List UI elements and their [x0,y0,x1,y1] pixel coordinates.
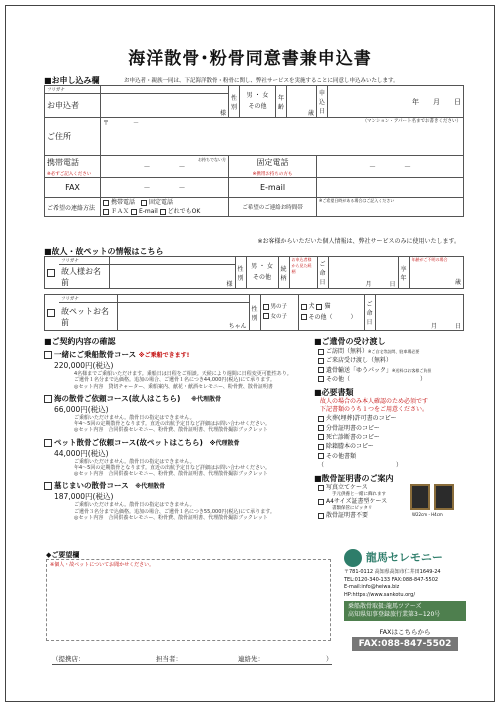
death-date-field[interactable]: 月 日 [328,257,398,289]
document-option[interactable]: 火葬(埋葬)許可書のコピー [318,414,464,423]
no-mobile-note: お持ちでない方 [198,157,226,162]
contact-method-options[interactable]: 携帯電話 固定電話 ＦＡＸ E-mail どれでもOK [101,198,229,217]
checkbox[interactable] [318,367,324,373]
person-gender-field[interactable]: 男 ・ 女 その他 [246,257,278,289]
deceased-person-table [44,256,464,289]
checkbox[interactable] [160,209,166,215]
course-3-detail: 年4〜5回の定期散骨となります。直近の出航予定日など詳細はお問い合わせください。 [74,464,270,471]
checkbox[interactable] [318,485,324,491]
application-form [5,5,495,702]
company-tel: TEL:0120-340-133 FAX:088-847-5502 [344,576,439,583]
course-2-price: 66,000円(税込) [54,404,109,414]
course-3-note: ※代理散骨 [209,439,240,447]
deceased-heading: ■故人・故ペットの情報はこちら [44,247,164,256]
furigana-input[interactable] [101,86,229,94]
relation-label: 続柄 [278,257,289,289]
course-1-note: ※ご乗船できます! [138,352,190,359]
company-name: 龍馬セレモニー [365,551,443,564]
application-table [44,85,464,217]
document-other-bracket: （ ） [318,461,403,469]
checkbox[interactable] [301,304,307,310]
footer-rule [52,664,332,665]
course-4 [44,480,306,521]
company-logo-icon [344,549,362,567]
pet-type-field[interactable]: 犬 猫 その他（ ） [298,295,364,331]
person-name-input[interactable]: 様 [109,265,235,289]
applicant-name-input[interactable]: 様 [101,94,229,118]
course-2-detail: ◎セット内容 合同供養セレモニー、粉骨費、散骨証明書、代理散骨撮影ブックレット [74,427,268,434]
course-2-name: 海の散骨ご依頼コース(故人はこちら) [54,393,181,403]
checkbox[interactable] [318,513,324,519]
photo-frame-image [410,484,430,510]
course-1-detail: ご遺骨１名分まで込価格。追加の場合、ご遺骨１名につき44,000円(税込)にて承ります。 [74,377,275,384]
checkbox[interactable] [141,200,147,206]
checkbox[interactable] [44,482,52,490]
fax-input[interactable]: － － [101,178,229,198]
application-notice: お申込者・親族一同は、下記海洋散骨・粉骨に関し、弊社サービスを実施することに同意し申込みいたします。 [124,78,399,84]
course-1-name: 一緒にご乗船散骨コース [54,350,137,359]
email-label: E-mail [229,178,317,198]
course-2 [44,393,306,434]
age-field[interactable]: 歳 [287,86,317,118]
course-3-price: 44,000円(税込) [54,448,109,458]
course-1 [44,349,306,390]
receipt-option[interactable]: 遺骨輸送「ゆうパック」※送料はお客様ご負担 [318,366,464,375]
checkbox[interactable] [44,351,52,359]
course-4-detail: ◎セット内容 合同供養セレモニー、粉骨費、散骨証明書、代理散骨撮影ブックレット [74,514,268,521]
certificate-option[interactable]: 写真立てケース [318,484,464,492]
checkbox[interactable] [318,358,324,364]
course-3-detail: ご乗船いただけません。散骨日の指定はできません。 [74,458,195,465]
applicant-label: お申込者 [45,94,101,118]
receipt-heading: ■ご遺骨の受け渡し [314,337,386,346]
pet-death-date-field[interactable]: 月 日 [375,295,463,331]
course-3-name: ペット散骨ご依頼コース(故ペットはこちら) [54,437,203,447]
pet-furigana-label: フリガナ [59,295,117,303]
form-title: 海洋散骨･粉骨同意書兼申込書 [128,49,372,69]
checkbox[interactable] [318,434,324,440]
contact-time-label: ご希望のご連絡お時間帯 [229,198,317,217]
person-furigana-input[interactable] [109,257,235,265]
pet-checkbox-cell [45,295,60,331]
person-name-label: 故人様お名前 [59,265,109,289]
relation-field[interactable]: お申込者様から見た続柄 [289,257,317,289]
contract-heading: ■ご契約内容の確認 [44,337,116,346]
contract-section [44,336,306,521]
landline-label: 固定電話 ※携帯お持ちの方も [229,156,317,178]
contact-time-input[interactable]: ※ご希望日時がある場合はご記入ください [317,198,464,217]
contact-method-label: ご希望の連絡方法 [45,198,101,217]
checkbox[interactable] [103,200,109,206]
kyonen-field[interactable]: 年齢がご不明の場合 歳 [409,257,463,289]
course-2-detail: 年4〜5回の定期散骨となります。直近の出航予定日など詳細はお問い合わせください。 [74,421,270,427]
receipt-option[interactable]: ご来店受け渡し（無料） [318,356,464,365]
request-note: ※個人・故ペットについてお聞かせください。 [50,562,155,568]
checkbox[interactable] [301,314,307,320]
checkbox[interactable] [318,453,324,459]
company-email: E-mail:info@heiwa.biz [344,584,400,590]
certificate-option[interactable]: 散骨証明書不要 [318,512,464,520]
person-checkbox-cell [45,257,60,289]
company-license-bar: 乗船散骨取扱:龍馬ツアーズ 高知県知事登録旅行業第3−120号 [344,601,466,621]
date-label: 申込日 [317,86,328,118]
footer-contact-label: 連絡先： [238,655,264,663]
company-address: 〒781-0112 高知県高知市仁井田1649-24 [344,569,441,575]
postal-mark: 〒 － [103,120,140,127]
certificate-option-note: 書類保管にピッタリ [332,506,373,512]
checkbox[interactable] [318,444,324,450]
certificate-option[interactable]: A4サイズ証書型ケース [318,498,464,506]
address-input[interactable] [101,118,464,156]
document-option[interactable]: その他書類 [318,452,464,461]
company-block [344,549,466,651]
kyonen-label: 享年 [398,257,409,289]
checkbox[interactable] [318,376,324,382]
mobile-input[interactable]: － － お持ちでない方 [101,156,229,178]
address-label: ご住所 [45,118,101,156]
checkbox[interactable] [263,304,269,310]
landline-input[interactable]: － － [317,156,464,178]
document-option[interactable]: 分骨証明書のコピー [318,424,464,433]
checkbox[interactable] [103,209,109,215]
documents-options [318,414,464,470]
deceased-pet-table [44,294,464,331]
pet-gender-label: 性別 [249,295,260,331]
course-1-detail: ◎セット内容 貸切チャーター、乗船案内、献花・献酒セレモニー、粉骨費、散骨証明書 [74,383,273,390]
fax-caption: FAXはこちらから [379,627,431,636]
footer-store-label: （提携店： [52,655,85,663]
documents-note: 故人の場合のみ本人確認のため必須です 下記書類のうち１つをご用意ください。 [320,398,429,414]
gender-field[interactable]: 男 ・ 女 その他 [240,86,276,118]
fax-number-badge: FAX:088-847-5502 [352,637,458,651]
person-furigana-label: フリガナ [59,257,109,265]
receipt-options [318,347,464,384]
course-2-detail: ご乗船いただけません。散骨日の指定はできません。 [74,414,195,421]
age-label: 年齢 [276,86,287,118]
checkbox[interactable] [263,313,269,319]
course-4-detail: ご乗船いただけません。散骨日の指定はできません。 [74,502,195,509]
pet-name-input[interactable]: ちゃん [117,303,249,331]
footer-staff-label: 担当者： [156,655,182,663]
checkbox[interactable] [131,209,137,215]
checkbox[interactable] [44,439,52,447]
photo-frame-image [434,484,454,510]
checkbox[interactable] [47,269,55,277]
frame-size-note: W22cm・H4cm [412,512,443,518]
receipt-option[interactable]: ご訪問（無料）※ご自宅等訪問、駐車場必要 [318,347,464,356]
right-column [314,336,464,521]
footer-close: ） [326,655,333,663]
receipt-option[interactable]: その他（ ） [318,375,464,384]
application-heading: ■お申し込み欄 [44,76,100,85]
document-option[interactable]: 除籍謄本のコピー [318,442,464,451]
course-4-note: ※代理散骨 [135,483,166,491]
checkbox[interactable] [318,416,324,422]
date-field[interactable]: 年 月 日 [328,86,464,118]
request-heading: ◆ご要望欄 [46,551,80,559]
certificate-option-note: 手元供養と一緒に飾れます [332,492,386,498]
address-note: （マンション・アパート名までお書きください） [362,119,461,124]
company-hp: HP:https://www.sankotu.org/ [344,591,415,598]
course-4-detail: ご遺骨３名分まで込価格。追加の場合、ご遺骨１名につき55,000円(税込)にて承ります。 [74,508,275,515]
pet-furigana-input[interactable] [117,295,249,303]
person-gender-label: 性別 [235,257,246,289]
pet-name-label: 故ペットお名前 [59,303,117,331]
document-option[interactable]: 死亡診断書のコピー [318,433,464,442]
checkbox[interactable] [318,425,324,431]
privacy-note: ※お客様からいただいた個人情報は、弊社サービスのみに使用いたします。 [257,238,460,245]
email-input[interactable] [317,178,464,198]
pet-gender-field[interactable]: 男の子 女の子 [260,295,298,331]
course-3 [44,437,306,478]
pet-death-date-label: ご命日 [364,295,375,331]
certificate-heading: ■散骨証明書のご案内 [314,474,394,484]
mobile-label: 携帯電話 ※必ずご記入ください [45,156,101,178]
checkbox[interactable] [44,395,52,403]
course-4-name: 墓じまいの散骨コース [54,481,129,491]
death-date-label: ご命日 [317,257,328,289]
checkbox[interactable] [318,499,324,505]
gender-label: 性別 [229,86,240,118]
documents-heading: ■必要書類 [314,388,354,398]
course-3-detail: ◎セット内容 合同供養セレモニー、粉骨費、散骨証明書、代理散骨撮影ブックレット [74,471,268,477]
checkbox[interactable] [318,349,324,355]
course-4-price: 187,000円(税込) [54,492,114,502]
checkbox[interactable] [47,309,55,317]
furigana-label: フリガナ [45,86,101,94]
course-2-note: ※代理散骨 [191,395,221,403]
checkbox[interactable] [316,304,322,310]
course-1-price: 220,000円(税込) [54,361,114,370]
course-1-detail: 4名様までご乗船いただけます。乗船日は日程をご相談。天候により週間に日程変更可能性あり。 [74,371,292,377]
certificate-options [318,484,464,520]
request-textarea[interactable] [46,559,331,641]
fax-label: FAX [45,178,101,198]
